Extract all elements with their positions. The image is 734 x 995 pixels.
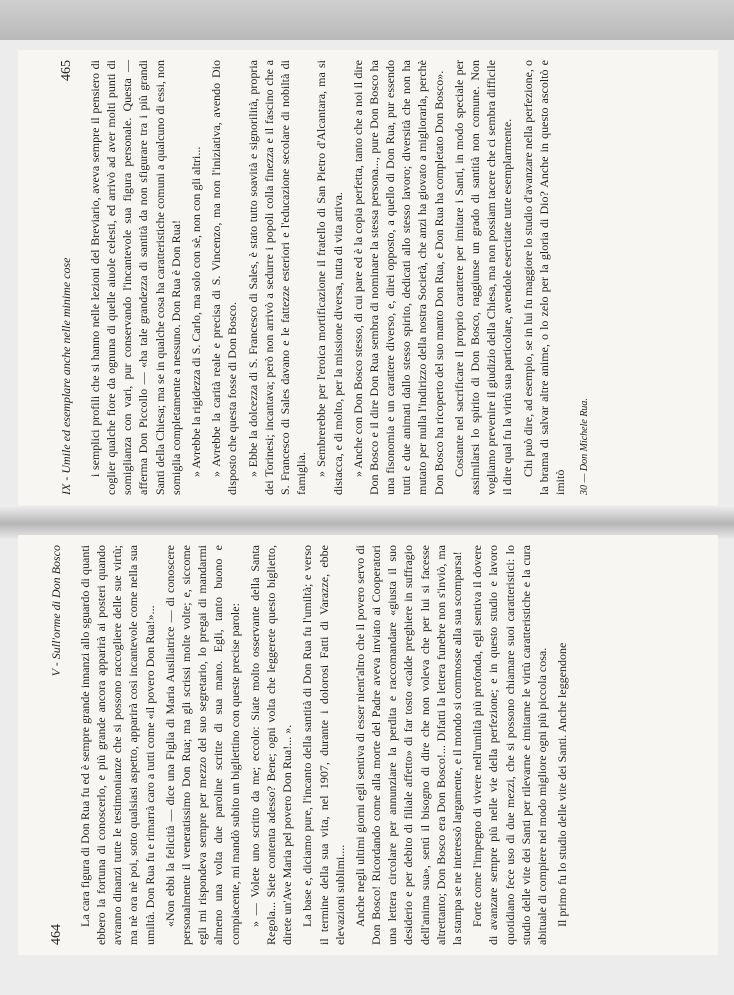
paragraph: Anche negli ultimi giorni egli sentiva di esser nient'altro che il povero servo di Don Bosco! Ricordando come alla morte del Padre aveva inviato ai Cooperatori una lettera circolare per annunziare la perdita e raccomandare «giusta il suo desiderio e per debito di filiale affetto» di far tosto «calde preghiere in suffragio dell'anima sua», sentì il bisogno di dire che non voleva che per lui si facesse altrettanto; Don Bosco era Don Bosco!... Difatti la lettera funebre non s'inviò, ma la stampa se ne interessò largamente, e il mondo si commosse alla sua scomparsa!	[352, 545, 465, 945]
running-head: IX - Umile ed esemplare anche nelle minime cose	[59, 257, 73, 495]
right-page-header	[58, 60, 77, 495]
paragraph: » Ebbe la dolcezza di S. Francesco di Sales, è stato tutto soavità e signorilità, propria dei Torinesi; incantava; però non arrivò a sedurre i popoli colla finezza e il fascino che a S. Francesco di Sales davano e le fattezze esteriori e l'educazione secolare di nobiltà di famiglia.	[245, 60, 309, 495]
left-page-header	[48, 545, 67, 945]
paragraph: La cara figura di Don Rua fu ed è sempre grande innanzi allo sguardo di quanti ebbero la fortuna di conoscerlo, e più grande ancora apparirà ai posteri quando avranno dinanzi tutte le testimonianze che si possono raccogliere delle sue virtù; ma nè ora nè poi, sotto qualsiasi aspetto, apparirà così incantevole come nella sua umiltà. Don Rua fu e rimarrà caro a tutti come «il povero Don Rua!»...	[77, 545, 157, 945]
paragraph: Forte come l'impegno di vivere nell'umiltà più profonda, egli sentiva il dovere di avanzare sempre più nelle vie della perfezione; e in questo studio e lavoro quotidiano fece uso di due mezzi, che si possono chiamare suoi caratteristici: lo studio delle vite dei Santi per rilevarne e imitarne le virtù caratteristiche e la cura abituale di compiere nel modo migliore ogni più piccola cosa.	[470, 545, 549, 945]
book-gutter	[0, 505, 734, 539]
paragraph: Costante nel sacrificare il proprio carattere per imitare i Santi, in modo speciale per assimilarsi lo spirito di Don Bosco, raggiunse un grado di santità non comune. Non vogliamo prevenire il giudizio della Chiesa, ma non possiam tacere che ci sembra difficile il dire qual fu la virtù sua particolare, avendole esercitate tutte esemplarmente.	[451, 60, 515, 495]
scanner-top-edge	[0, 0, 734, 40]
paragraph: Il primo fu lo studio delle vite dei Santi. Anche leggendone	[555, 642, 570, 927]
paragraph: » Avrebbe la rigidezza di S. Carlo, ma solo con sè, non con gli altri...	[189, 146, 204, 477]
paragraph: » — Volete uno scritto da me; eccolo: Siate molto osservante della Santa Regola... Siete contenta adesso? Bene; ogni volta che leggerete questo biglietto, direte un'Ave Maria pel povero Don Rua!... ».	[247, 545, 295, 945]
paragraph: Chi può dire, ad esempio, se in lui fu maggiore lo studio d'avanzare nella perfezione, o la brama di salvar altre anime, o lo zelo per la gloria di Dio? Anche in questo ascoltò e imitò	[520, 60, 567, 495]
left-page-content	[48, 545, 718, 945]
paragraph: i semplici profili che si hanno nelle lezioni del Breviario, aveva sempre il pensiero di coglier qualche fiore da ognuna di quelle aiuole celesti, ed arrivò ad aver molti punti di somiglianza con vari, pur conservando l'incantevole sua figura personale. Questa — afferma Don Piccollo — «ha tale grandezza di santità da non sfigurare tra i più grandi Santi della Chiesa; ma se in qualche cosa ha caratteristiche comuni a qualcuno di essi, non somiglia completamente a nessuno. Don Rua è Don Rua!	[87, 60, 183, 495]
left-page	[18, 535, 718, 955]
running-head: V - Sull'orme di Don Bosco	[49, 545, 63, 677]
page-number: 464	[49, 924, 64, 945]
paragraph: » Avrebbe la carità reale e precisa di S. Vincenzo, ma non l'iniziativa, avendo Dio disposto che questa fosse di Don Bosco.	[209, 60, 240, 495]
page-footer: 30 — Don Michele Rua.	[579, 398, 591, 495]
right-page-content	[58, 60, 718, 495]
right-page	[18, 50, 718, 505]
page-number: 465	[59, 60, 74, 81]
paragraph: «Non ebbi la felicità — dice una Figlia di Maria Ausiliatrice — di conoscere personalmente il veneratissimo Don Rua; ma gli scrissi molte volte; e, siccome egli mi rispondeva sempre per mezzo del suo segretario, lo pregai di mandarmi almeno una volta due paroline scritte di sua mano. Egli, tanto buono e compiacente, mi mandò subito un bigliettino con queste precise parole:	[162, 545, 242, 945]
paragraph: La base e, diciamo pure, l'incanto della santità di Don Rua fu l'umiltà; e verso il termine della sua vita, nel 1907, durante i dolorosi Fatti di Varazze, ebbe elevazioni sublimi....	[300, 545, 347, 945]
paragraph: » Anche con Don Bosco stesso, di cui pare ed è la copia perfetta, tanto che a noi il dire Don Bosco e il dire Don Rua sembra di nominare la stessa persona..., pure Don Bosco ha una fisonomia e un carattere diverso, e, direi opposto, a quello di Don Rua, pur essendo tutti e due animati dallo stesso spirito, dedicati allo stesso lavoro; diversità che non ha mutato per nulla l'indirizzo della nostra Società, che anzi ha giovato a migliorarla, perchè Don Bosco ha ricoperto del suo manto Don Rua, e Don Rua ha completato Don Bosco».	[350, 60, 446, 495]
paragraph: » Sembrerebbe per l'eroica mortificazione il fratello di San Pietro d'Alcantara, ma si distacca, e di molto, per la missione diversa, tutta di vita attiva.	[314, 60, 345, 495]
